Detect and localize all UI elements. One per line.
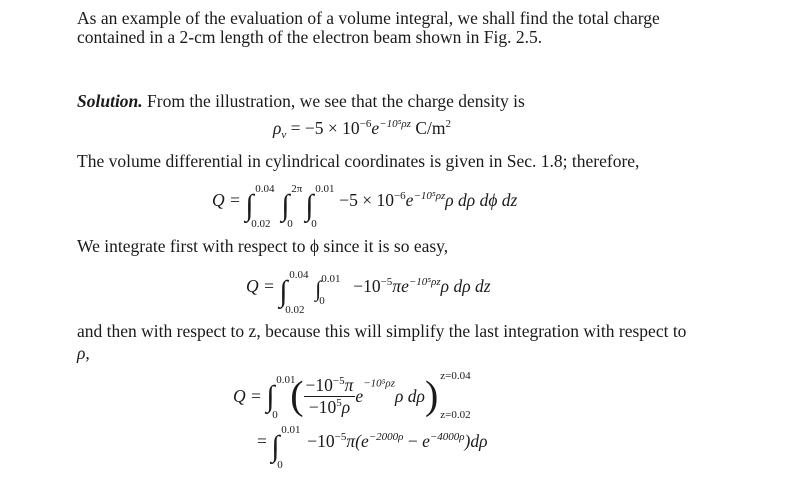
integrate-phi-sentence: We integrate first with respect to ϕ since it is so easy, [77,236,449,256]
intro-line-1: As an example of the evaluation of a volume integral, we shall find the total charge [77,8,660,28]
rho-unit-exponent: 2 [445,118,451,130]
q4-differential: )dρ [464,431,488,451]
triple-integral-equation [212,183,518,230]
q4-pi: π( [346,431,361,451]
q3-lhs: Q = [233,386,267,406]
q2-exponent-2: −10⁵ρz [408,276,441,288]
rho-coefficient: = −5 × 10 [286,118,360,138]
q1-coefficient: −5 × 10 [339,190,394,210]
rho-e: e [371,118,380,138]
q2-e: e [401,276,409,296]
q4-e2: e [422,431,430,451]
q2-pi: π [392,276,402,296]
integrate-z-text-line-1: and then with respect to z, because this will simplify the last integration with respect to [77,321,687,341]
eval-upper-limit: z=0.04 [440,369,471,382]
rho-lower-limit: 0 [311,218,317,230]
integral-sign-phi: ∫ 2π 0 [281,183,303,230]
rho-exponent-1: −6 [359,118,372,130]
z2-upper-limit: 0.04 [289,269,309,281]
rho3-lower-limit: 0 [272,408,278,421]
solution-label: Solution. [77,91,143,111]
rho-exponent-2: −10⁵ρz [379,118,411,130]
evaluation-bar [438,369,488,421]
final-integral-equation [257,424,488,471]
rho-symbol: ρ [273,118,282,138]
rho4-lower-limit: 0 [277,459,283,471]
integral-sign-rho4: ∫ 0.01 0 [271,424,301,471]
fraction-integral-equation [233,369,488,421]
q2-coefficient: −10 [353,276,381,296]
solution-paragraph [77,90,525,112]
q4-coefficient: −10 [307,431,335,451]
integral-sign-rho3: ∫ 0.01 0 [266,373,296,421]
q3-differential: ρ dρ [395,386,425,406]
q1-differential: ρ dρ dϕ dz [445,190,518,210]
q3-fraction [304,375,356,418]
q4-e2-exponent: −4000ρ [429,431,465,443]
q4-e1-exponent: −2000ρ [368,431,404,443]
right-paren: ) [424,372,439,418]
rho-unit: C/m [410,118,446,138]
eval-lower-limit: z=0.02 [440,408,471,421]
integral-sign-z: ∫ 0.04 0.02 [245,183,275,230]
q3-numerator: $-10^{-5}\pi$ [305,375,354,395]
double-integral-equation [246,269,491,316]
q1-exponent-1: −6 [393,190,406,202]
rho3-upper-limit: 0.01 [276,373,296,386]
z2-lower-limit: 0.02 [285,304,305,316]
z-upper-limit: 0.04 [255,183,275,195]
z-lower-limit: 0.02 [251,218,271,230]
q4-exponent: −5 [334,431,347,443]
phi-upper-limit: 2π [291,183,303,195]
q3-exponent: −10⁵ρz [363,377,395,390]
rho4-upper-limit: 0.01 [281,424,301,436]
intro-line-2: contained in a 2-cm length of the electron beam shown in Fig. 2.5. [77,27,543,47]
q4-equals: = [257,431,272,451]
q2-differential: ρ dρ dz [440,276,491,296]
rho2-upper-limit: 0.01 [321,273,341,285]
q4-minus: − [403,431,423,451]
q1-e: e [405,190,414,210]
charge-density-equation [273,118,451,139]
integrate-phi-text [77,235,448,257]
q1-lhs: Q = [212,190,246,210]
left-paren: ( [290,372,304,418]
q3-e: e [355,386,364,406]
integrate-z-text-line-2: ρ, [77,343,90,363]
rho2-lower-limit: 0 [319,295,325,307]
rho-upper-limit: 0.01 [315,183,335,195]
integral-sign-rho2: ∫ 0.01 0 [315,273,341,307]
q1-exponent-2: −10⁵ρz [413,190,446,202]
volume-differential-text: The volume differential in cylindrical coordinates is given in Sec. 1.8; therefore, [77,151,640,171]
q4-e1: e [360,431,369,451]
solution-text: From the illustration, we see that the charge density is [142,91,525,111]
integral-sign-z2: ∫ 0.04 0.02 [279,269,309,316]
q3-denominator: $-10^5\rho$ [308,397,351,417]
rho-subscript: v [281,129,287,141]
q2-exponent-1: −5 [380,276,393,288]
phi-lower-limit: 0 [287,218,293,230]
q2-lhs: Q = [246,276,280,296]
integral-sign-rho: ∫ 0.01 0 [305,183,335,230]
